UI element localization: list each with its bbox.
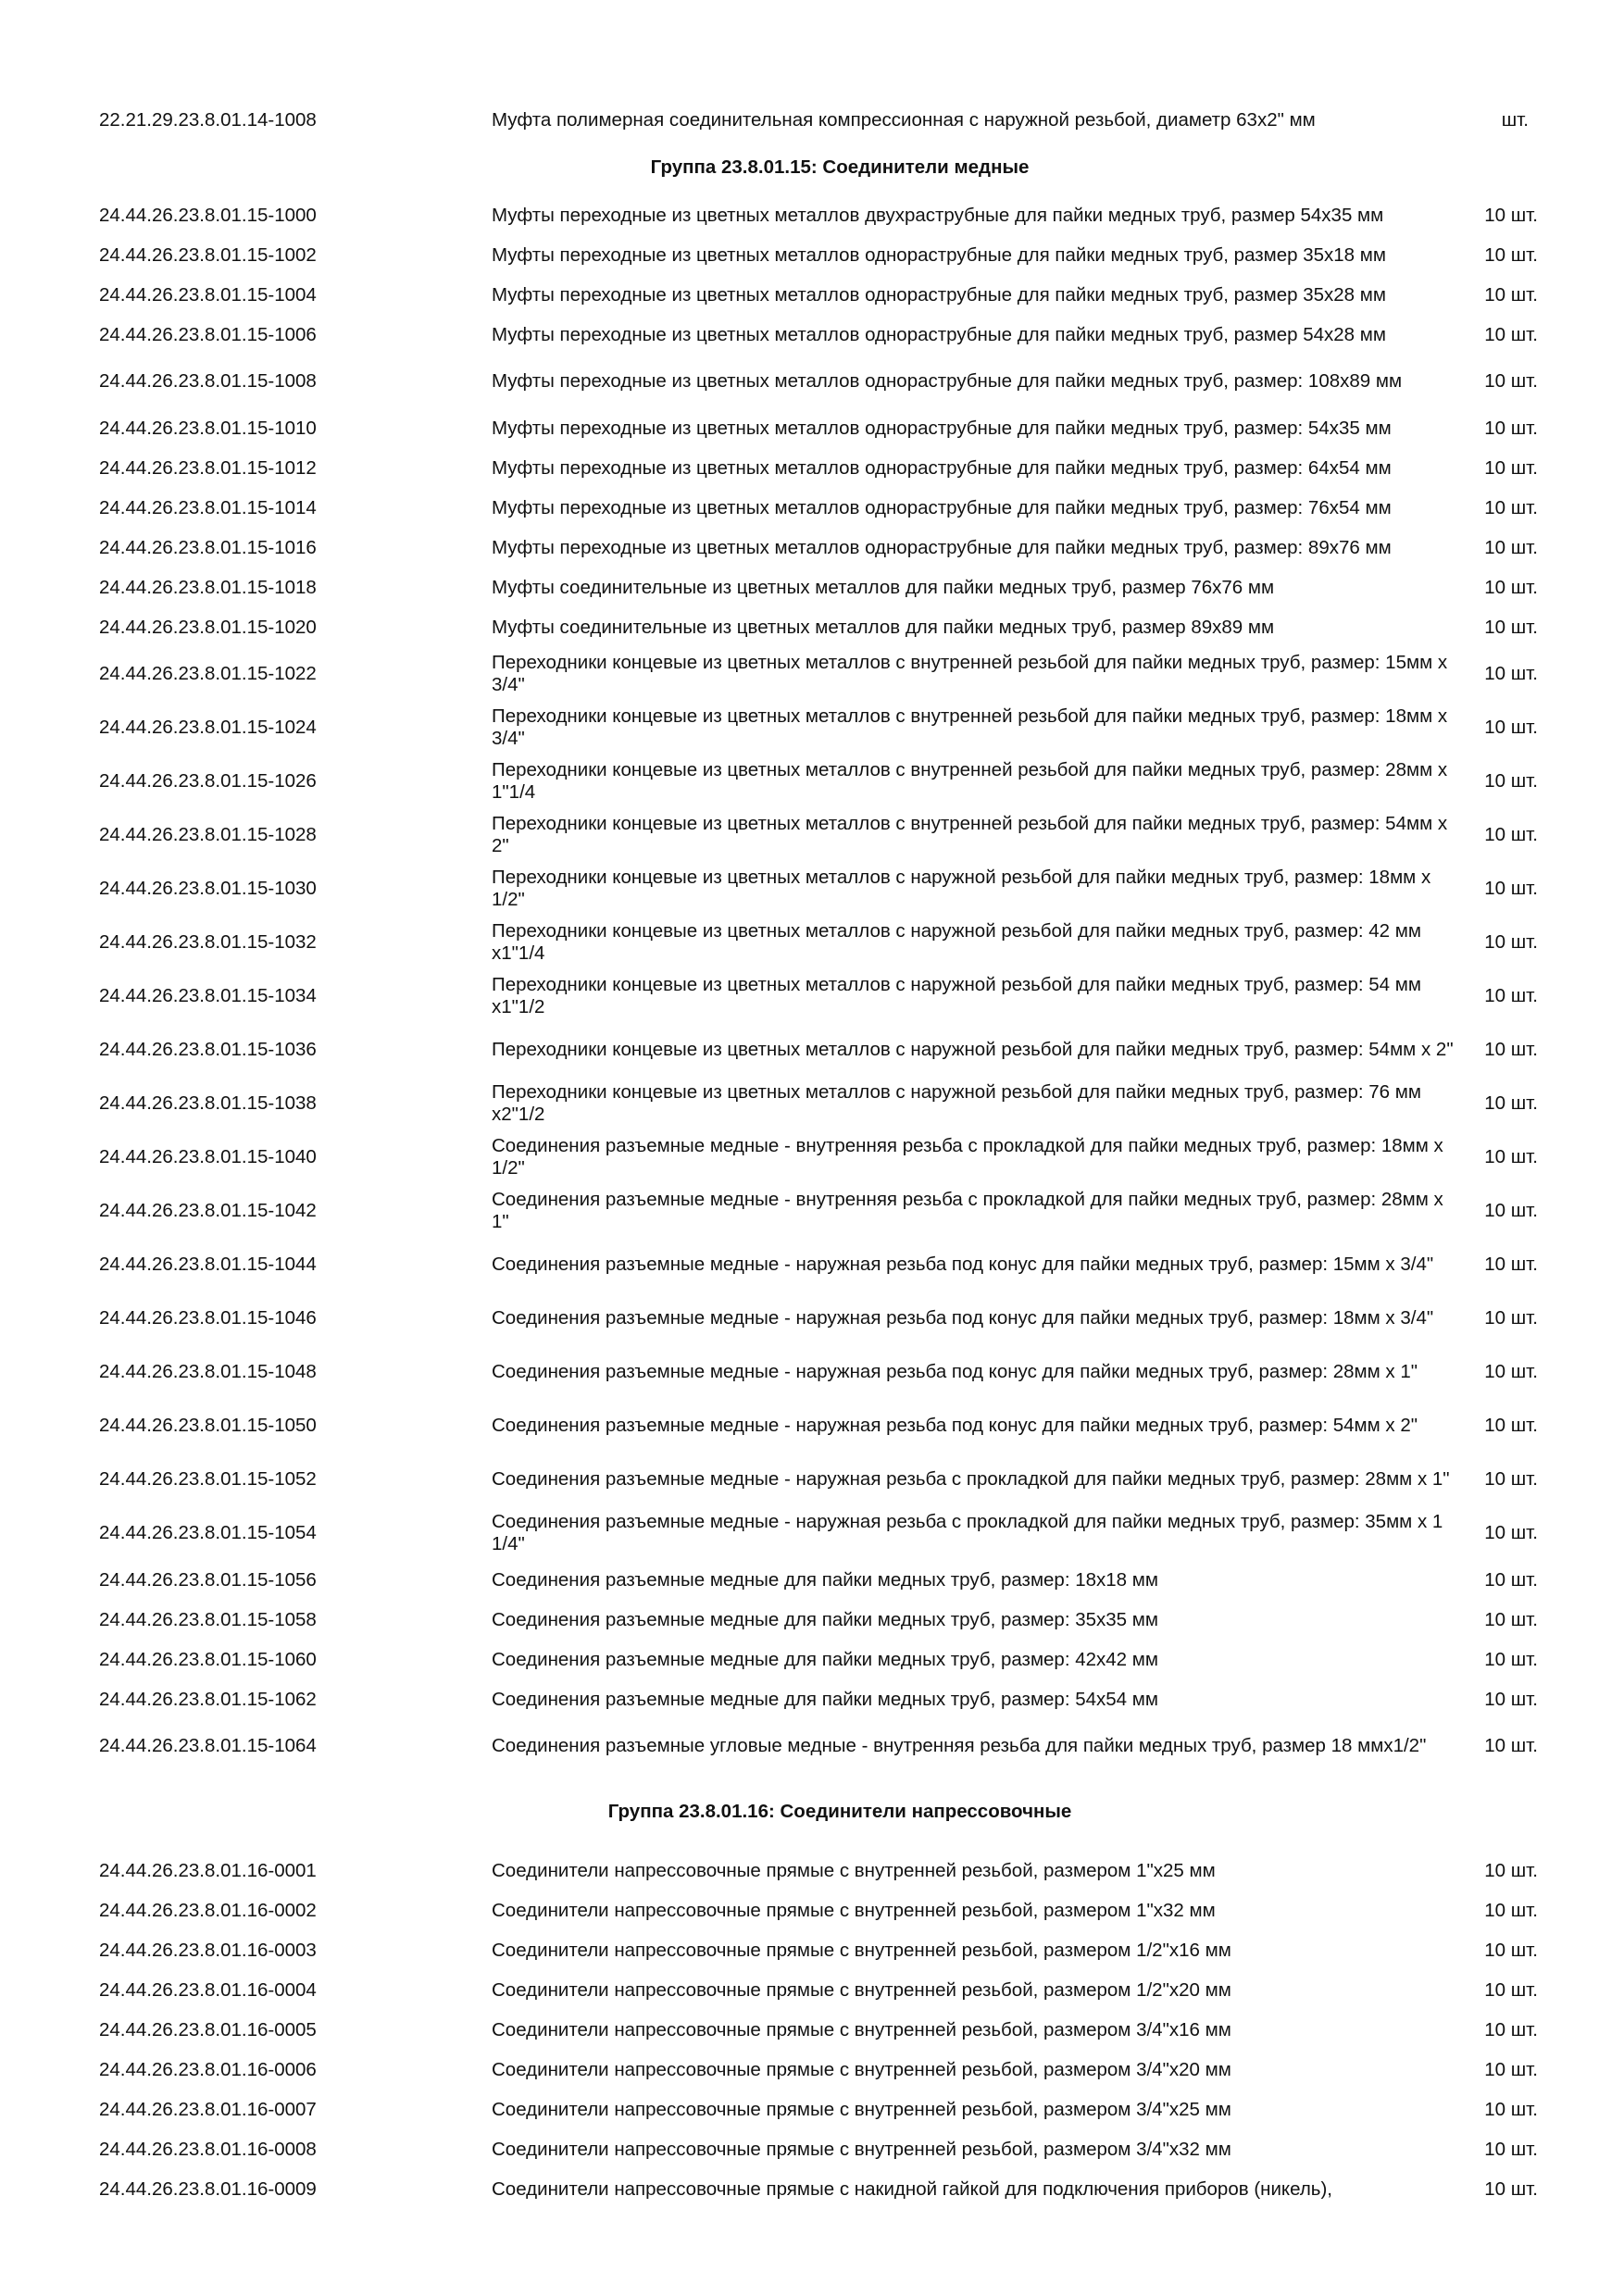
row-name: Муфты переходные из цветных металлов однораструбные для пайки медных труб, размер: 89х76 мм [492, 536, 1392, 558]
row-unit: 10 шт. [1484, 1361, 1538, 1382]
row-unit: 10 шт. [1484, 243, 1538, 266]
table-row [99, 755, 1580, 808]
row-code: 24.44.26.23.8.01.16-0008 [99, 2138, 317, 2160]
row-code: 24.44.26.23.8.01.15-1060 [99, 1648, 317, 1670]
row-code: 22.21.29.23.8.01.14-1008 [99, 108, 317, 131]
row-unit: 10 шт. [1484, 283, 1538, 306]
row-unit: 10 шт. [1484, 1522, 1538, 1543]
row-unit: 10 шт. [1484, 1468, 1538, 1490]
row-code: 24.44.26.23.8.01.16-0005 [99, 2018, 317, 2040]
row-code: 24.44.26.23.8.01.15-1032 [99, 931, 317, 953]
row-name: Соединения разъемные медные для пайки медных труб, размер: 35х35 мм [492, 1608, 1158, 1630]
table-row [99, 488, 1580, 528]
row-name: Переходники концевые из цветных металлов с наружной резьбой для пайки медных труб, размер: 76 мм х2"1/2 [492, 1081, 1421, 1125]
row-code: 24.44.26.23.8.01.15-1012 [99, 456, 317, 479]
row-code: 24.44.26.23.8.01.15-1038 [99, 1092, 317, 1114]
table-row [99, 1640, 1580, 1679]
row-name: Соединения разъемные медные - наружная резьба под конус для пайки медных труб, размер: 28мм х 1" [492, 1361, 1418, 1382]
row-name: Соединения разъемные медные - наружная резьба под конус для пайки медных труб, размер: 54мм х 2" [492, 1415, 1418, 1436]
table-row [99, 1399, 1580, 1453]
row-name: Соединители напрессовочные прямые с внутренней резьбой, размером 1"х25 мм [492, 1859, 1216, 1881]
table-row [99, 1077, 1580, 1130]
row-name: Соединения разъемные медные - наружная резьба с прокладкой для пайки медных труб, размер: 28мм х 1" [492, 1468, 1450, 1490]
group-header: Группа 23.8.01.16: Соединители напрессовочные [607, 1801, 1072, 1822]
row-unit: 10 шт. [1484, 878, 1538, 899]
row-name: Соединители напрессовочные прямые с внутренней резьбой, размером 3/4"х32 мм [492, 2138, 1231, 2160]
row-name: Соединения разъемные медные - наружная резьба с прокладкой для пайки медных труб, размер: 35мм х 1 1/4" [492, 1511, 1443, 1554]
row-name: Соединения разъемные медные для пайки медных труб, размер: 42х42 мм [492, 1648, 1158, 1670]
row-code: 24.44.26.23.8.01.15-1034 [99, 985, 317, 1006]
row-name: Переходники концевые из цветных металлов с внутренней резьбой для пайки медных труб, размер: 28мм х 1"1/4 [492, 759, 1448, 803]
row-unit: 10 шт. [1484, 536, 1538, 558]
table-row [99, 1453, 1580, 1506]
table-row [99, 568, 1580, 607]
row-code: 24.44.26.23.8.01.15-1004 [99, 283, 317, 306]
row-code: 24.44.26.23.8.01.15-1008 [99, 370, 317, 392]
row-unit: 10 шт. [1484, 496, 1538, 518]
row-name: Соединители напрессовочные прямые с накидной гайкой для подключения приборов (никель), [492, 2177, 1333, 2200]
row-code: 24.44.26.23.8.01.15-1036 [99, 1039, 317, 1060]
row-name: Соединения разъемные медные для пайки медных труб, размер: 54х54 мм [492, 1688, 1158, 1710]
table-row [99, 100, 1580, 140]
row-code: 24.44.26.23.8.01.15-1064 [99, 1735, 317, 1756]
row-code: 24.44.26.23.8.01.15-1046 [99, 1307, 317, 1329]
row-name: Соединения разъемные медные для пайки медных труб, размер: 18х18 мм [492, 1568, 1158, 1591]
row-unit: 10 шт. [1484, 1146, 1538, 1167]
row-name: Муфты соединительные из цветных металлов для пайки медных труб, размер 76х76 мм [492, 576, 1275, 598]
table-row [99, 969, 1580, 1023]
row-name: Соединения разъемные медные - наружная резьба под конус для пайки медных труб, размер: 15мм х 3/4" [492, 1254, 1434, 1275]
row-unit: 10 шт. [1484, 985, 1538, 1006]
row-code: 24.44.26.23.8.01.16-0007 [99, 2098, 317, 2120]
table-row [99, 2169, 1580, 2209]
table-row [99, 355, 1580, 408]
row-code: 24.44.26.23.8.01.15-1018 [99, 576, 317, 598]
table-row [99, 2129, 1580, 2169]
row-unit: 10 шт. [1484, 931, 1538, 953]
row-code: 24.44.26.23.8.01.16-0004 [99, 1978, 317, 2001]
row-code: 24.44.26.23.8.01.15-1030 [99, 878, 317, 899]
row-unit: 10 шт. [1484, 370, 1538, 392]
row-name: Переходники концевые из цветных металлов с внутренней резьбой для пайки медных труб, размер: 54мм х 2" [492, 813, 1448, 856]
row-unit: 10 шт. [1484, 1568, 1538, 1591]
table-row [99, 1506, 1580, 1560]
row-code: 24.44.26.23.8.01.15-1050 [99, 1415, 317, 1436]
table-row [99, 1184, 1580, 1238]
row-name: Муфты переходные из цветных металлов однораструбные для пайки медных труб, размер: 64х54 мм [492, 456, 1392, 479]
table-row [99, 2010, 1580, 2050]
row-name: Переходники концевые из цветных металлов с наружной резьбой для пайки медных труб, размер: 42 мм х1"1/4 [492, 920, 1421, 964]
table-row [99, 1292, 1580, 1345]
group-rows [99, 1851, 1580, 2209]
row-unit: шт. [1501, 108, 1529, 131]
row-unit: 10 шт. [1484, 2018, 1538, 2040]
table-row [99, 862, 1580, 916]
row-name: Соединители напрессовочные прямые с внутренней резьбой, размером 3/4"х25 мм [492, 2098, 1231, 2120]
row-name: Муфты переходные из цветных металлов однораструбные для пайки медных труб, размер 35х28 мм [492, 283, 1386, 306]
row-code: 24.44.26.23.8.01.16-0009 [99, 2177, 317, 2200]
group-rows [99, 195, 1580, 1773]
row-code: 24.44.26.23.8.01.15-1010 [99, 417, 317, 439]
table-row [99, 195, 1580, 235]
row-unit: 10 шт. [1484, 417, 1538, 439]
row-unit: 10 шт. [1484, 824, 1538, 845]
table-row [99, 315, 1580, 355]
row-name: Муфты соединительные из цветных металлов для пайки медных труб, размер 89х89 мм [492, 616, 1275, 638]
row-unit: 10 шт. [1484, 1688, 1538, 1710]
table-row [99, 528, 1580, 568]
row-code: 24.44.26.23.8.01.15-1042 [99, 1200, 317, 1221]
table-row [99, 1600, 1580, 1640]
row-name: Соединители напрессовочные прямые с внутренней резьбой, размером 1"х32 мм [492, 1899, 1216, 1921]
table-row [99, 1930, 1580, 1970]
row-code: 24.44.26.23.8.01.15-1056 [99, 1568, 317, 1591]
row-code: 24.44.26.23.8.01.15-1062 [99, 1688, 317, 1710]
table-row [99, 1970, 1580, 2010]
row-name: Соединения разъемные медные - внутренняя резьба с прокладкой для пайки медных труб, размер: 18мм х 1/2" [492, 1135, 1443, 1179]
table-row [99, 808, 1580, 862]
row-code: 24.44.26.23.8.01.16-0002 [99, 1899, 317, 1921]
row-name: Соединители напрессовочные прямые с внутренней резьбой, размером 3/4"х20 мм [492, 2058, 1231, 2080]
row-name: Муфты переходные из цветных металлов двухраструбные для пайки медных труб, размер 54х35 мм [492, 204, 1384, 226]
table-row [99, 1345, 1580, 1399]
table-row [99, 1023, 1580, 1077]
table-row [99, 701, 1580, 755]
row-code: 24.44.26.23.8.01.15-1048 [99, 1361, 317, 1382]
row-unit: 10 шт. [1484, 1978, 1538, 2001]
row-unit: 10 шт. [1484, 1859, 1538, 1881]
price-table [99, 100, 1580, 2209]
row-name: Соединители напрессовочные прямые с внутренней резьбой, размером 1/2"х16 мм [492, 1939, 1231, 1961]
row-code: 24.44.26.23.8.01.16-0006 [99, 2058, 317, 2080]
row-code: 24.44.26.23.8.01.15-1000 [99, 204, 317, 226]
row-unit: 10 шт. [1484, 770, 1538, 792]
table-row [99, 1890, 1580, 1930]
row-code: 24.44.26.23.8.01.15-1044 [99, 1254, 317, 1275]
table-row [99, 235, 1580, 275]
row-name: Муфта полимерная соединительная компрессионная с наружной резьбой, диаметр 63х2" мм [492, 108, 1316, 131]
row-name: Переходники концевые из цветных металлов с внутренней резьбой для пайки медных труб, размер: 15мм х 3/4" [492, 652, 1448, 695]
row-unit: 10 шт. [1484, 1039, 1538, 1060]
row-unit: 10 шт. [1484, 1648, 1538, 1670]
table-row [99, 408, 1580, 448]
row-name: Соединители напрессовочные прямые с внутренней резьбой, размером 3/4"х16 мм [492, 2018, 1231, 2040]
row-name: Соединители напрессовочные прямые с внутренней резьбой, размером 1/2"х20 мм [492, 1978, 1231, 2001]
row-unit: 10 шт. [1484, 2138, 1538, 2160]
table-row [99, 2050, 1580, 2090]
row-code: 24.44.26.23.8.01.15-1002 [99, 243, 317, 266]
row-unit: 10 шт. [1484, 717, 1538, 738]
row-name: Соединения разъемные угловые медные - внутренняя резьба для пайки медных труб, размер 18 ммх1/2" [492, 1735, 1427, 1756]
row-unit: 10 шт. [1484, 323, 1538, 345]
row-code: 24.44.26.23.8.01.15-1026 [99, 770, 317, 792]
row-code: 24.44.26.23.8.01.15-1040 [99, 1146, 317, 1167]
table-row [99, 1851, 1580, 1890]
table-row [99, 2090, 1580, 2129]
row-unit: 10 шт. [1484, 663, 1538, 684]
table-row [99, 607, 1580, 647]
row-code: 24.44.26.23.8.01.16-0003 [99, 1939, 317, 1961]
group-header: Группа 23.8.01.15: Соединители медные [650, 156, 1030, 178]
row-unit: 10 шт. [1484, 1307, 1538, 1329]
row-unit: 10 шт. [1484, 1899, 1538, 1921]
table-row [99, 275, 1580, 315]
row-unit: 10 шт. [1484, 2177, 1538, 2200]
row-code: 24.44.26.23.8.01.15-1014 [99, 496, 317, 518]
row-code: 24.44.26.23.8.01.16-0001 [99, 1859, 317, 1881]
row-unit: 10 шт. [1484, 1415, 1538, 1436]
row-unit: 10 шт. [1484, 1200, 1538, 1221]
row-name: Переходники концевые из цветных металлов с наружной резьбой для пайки медных труб, размер: 54мм х 2" [492, 1039, 1454, 1060]
row-name: Муфты переходные из цветных металлов однораструбные для пайки медных труб, размер: 76х54 мм [492, 496, 1392, 518]
table-row [99, 1719, 1580, 1773]
row-unit: 10 шт. [1484, 456, 1538, 479]
row-unit: 10 шт. [1484, 616, 1538, 638]
row-name: Муфты переходные из цветных металлов однораструбные для пайки медных труб, размер: 108х89 мм [492, 370, 1403, 392]
row-unit: 10 шт. [1484, 2098, 1538, 2120]
row-unit: 10 шт. [1484, 204, 1538, 226]
row-code: 24.44.26.23.8.01.15-1054 [99, 1522, 317, 1543]
row-code: 24.44.26.23.8.01.15-1006 [99, 323, 317, 345]
row-name: Муфты переходные из цветных металлов однораструбные для пайки медных труб, размер 35х18 мм [492, 243, 1386, 266]
table-row [99, 647, 1580, 701]
table-row [99, 1560, 1580, 1600]
row-name: Муфты переходные из цветных металлов однораструбные для пайки медных труб, размер 54х28 мм [492, 323, 1386, 345]
row-code: 24.44.26.23.8.01.15-1022 [99, 663, 317, 684]
row-unit: 10 шт. [1484, 1092, 1538, 1114]
row-code: 24.44.26.23.8.01.15-1028 [99, 824, 317, 845]
row-name: Соединения разъемные медные - наружная резьба под конус для пайки медных труб, размер: 18мм х 3/4" [492, 1307, 1434, 1329]
row-name: Переходники концевые из цветных металлов с наружной резьбой для пайки медных труб, размер: 54 мм х1"1/2 [492, 974, 1421, 1017]
row-code: 24.44.26.23.8.01.15-1020 [99, 616, 317, 638]
row-name: Переходники концевые из цветных металлов с внутренней резьбой для пайки медных труб, размер: 18мм х 3/4" [492, 705, 1448, 749]
row-code: 24.44.26.23.8.01.15-1016 [99, 536, 317, 558]
row-unit: 10 шт. [1484, 1608, 1538, 1630]
table-row [99, 1238, 1580, 1292]
row-unit: 10 шт. [1484, 1735, 1538, 1756]
row-unit: 10 шт. [1484, 1254, 1538, 1275]
row-unit: 10 шт. [1484, 2058, 1538, 2080]
row-code: 24.44.26.23.8.01.15-1058 [99, 1608, 317, 1630]
row-name: Муфты переходные из цветных металлов однораструбные для пайки медных труб, размер: 54х35 мм [492, 417, 1392, 439]
row-code: 24.44.26.23.8.01.15-1024 [99, 717, 317, 738]
table-row [99, 448, 1580, 488]
row-name: Соединения разъемные медные - внутренняя резьба с прокладкой для пайки медных труб, размер: 28мм х 1" [492, 1189, 1443, 1232]
table-row [99, 1679, 1580, 1719]
row-unit: 10 шт. [1484, 576, 1538, 598]
table-row [99, 1130, 1580, 1184]
row-name: Переходники концевые из цветных металлов с наружной резьбой для пайки медных труб, размер: 18мм х 1/2" [492, 867, 1431, 910]
table-row [99, 916, 1580, 969]
row-unit: 10 шт. [1484, 1939, 1538, 1961]
row-code: 24.44.26.23.8.01.15-1052 [99, 1468, 317, 1490]
